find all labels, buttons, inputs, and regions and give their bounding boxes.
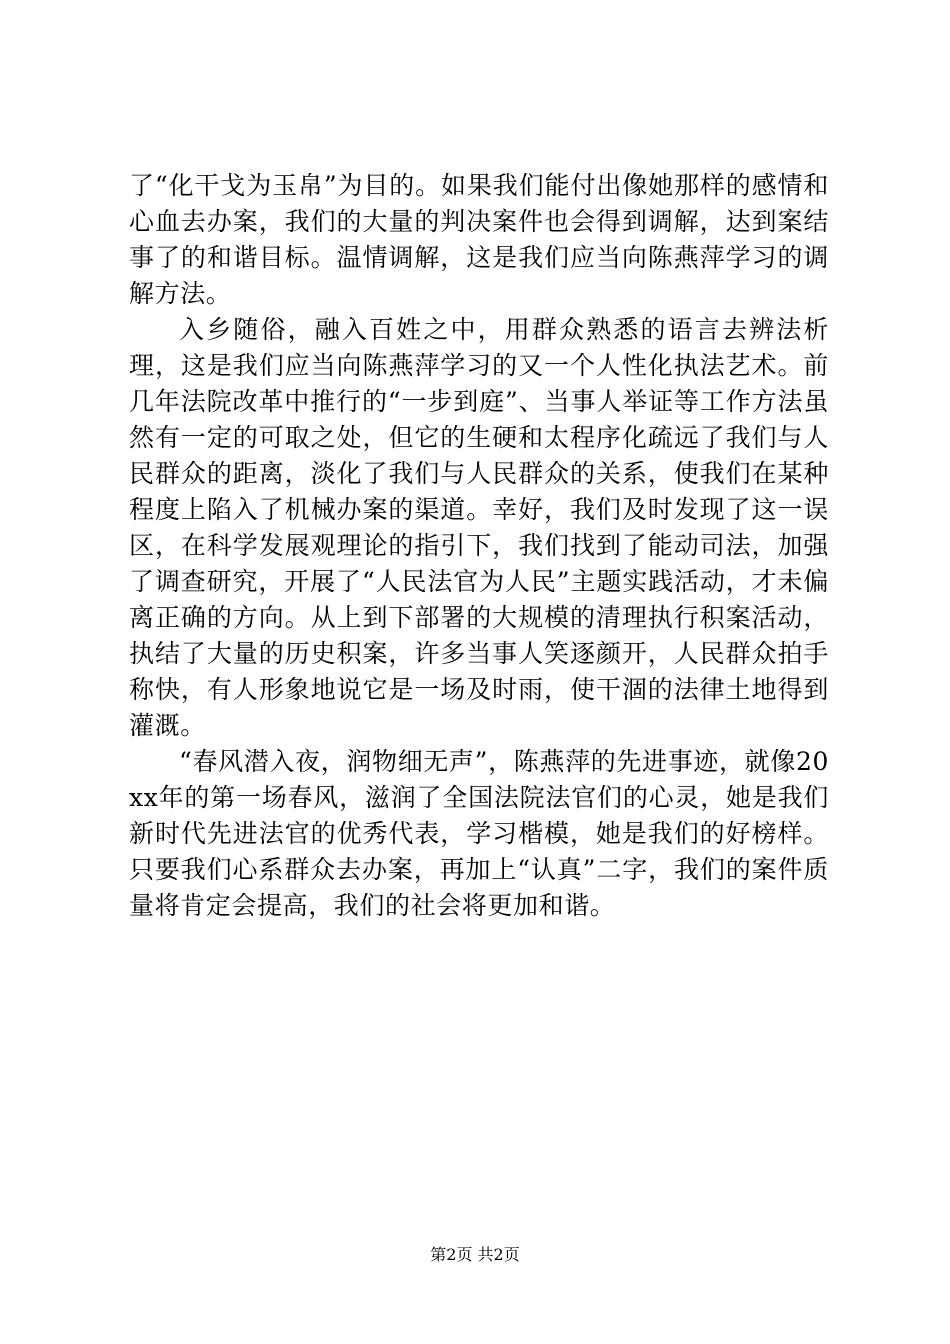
paragraph-2: 入乡随俗，融入百姓之中，用群众熟悉的语言去辨法析理，这是我们应当向陈燕萍学习的又一个人性化执法艺术。前几年法院改革中推行的“一步到庭”、当事人举证等工作方法虽然有一定的可取之处，但它的生硬和太程序化疏远了我们与人民群众的距离，淡化了我们与人民群众的关系，使我们在某种程度上陷入了机械办案的渠道。幸好，我们及时发现了这一误区，在科学发展观理论的指引下，我们找到了能动司法，加强了调查研究，开展了“人民法官为人民”主题实践活动，才未偏离正确的方向。从上到下部署的大规模的清理执行积案活动，执结了大量的历史积案，许多当事人笑逐颜开，人民群众拍手称快，有人形象地说它是一场及时雨，使干涸的法律土地得到灌溉。 xyxy=(129,315,829,740)
paragraph-3: “春风潜入夜，润物细无声”，陈燕萍的先进事迹，就像20xx年的第一场春风，滋润了全国法院法官们的心灵，她是我们新时代先进法官的优秀代表，学习楷模，她是我们的好榜样。只要我们心系群众去办案，再加上“认真”二字，我们的案件质量将肯定会提高，我们的社会将更加和谐。 xyxy=(129,747,829,920)
document-body xyxy=(129,168,829,924)
page-footer: 第2页 共2页 xyxy=(430,1245,520,1264)
paragraph-1: 了“化干戈为玉帛”为目的。如果我们能付出像她那样的感情和心血去办案，我们的大量的判决案件也会得到调解，达到案结事了的和谐目标。温情调解，这是我们应当向陈燕萍学习的调解方法。 xyxy=(129,171,829,308)
